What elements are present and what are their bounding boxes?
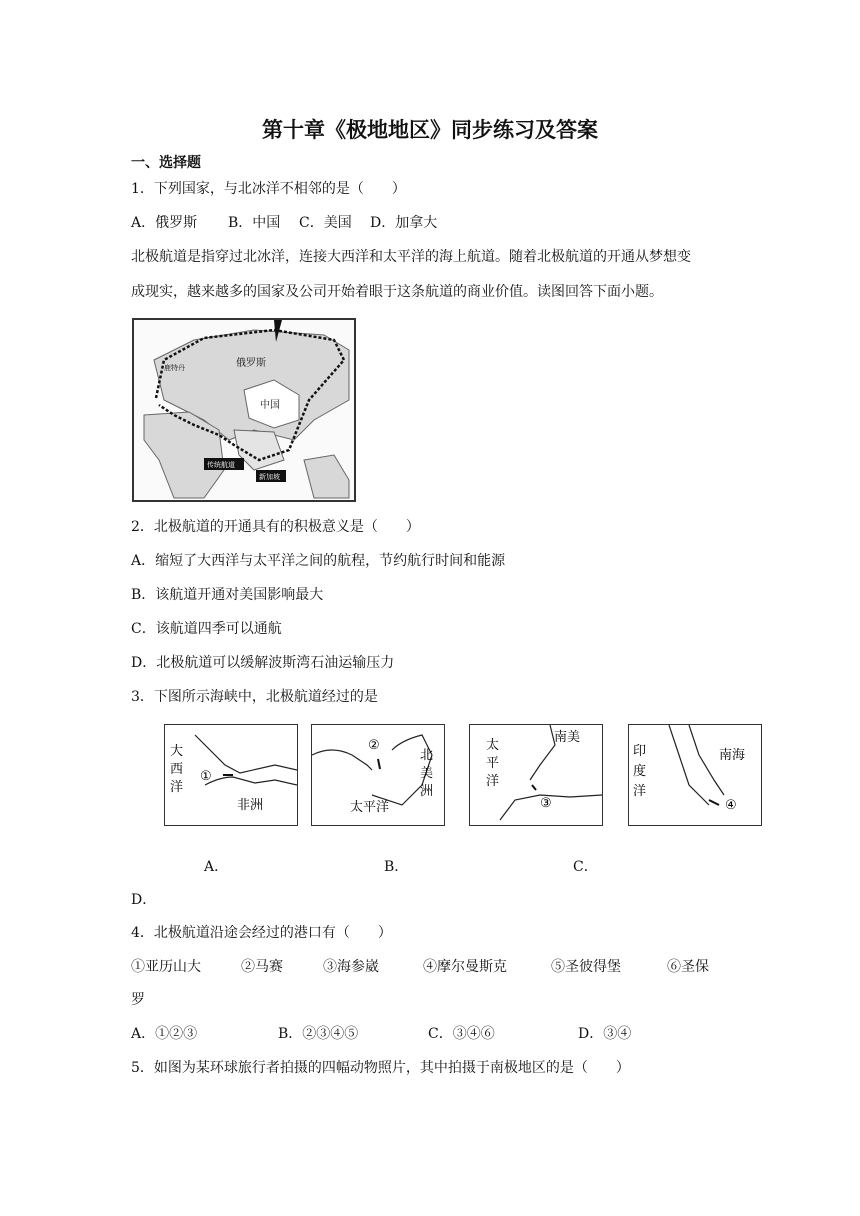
- strait-1-mark: ①: [200, 769, 212, 784]
- arctic-route-map: [132, 318, 356, 502]
- strait-2-land-b: 美: [420, 766, 434, 781]
- strait-4-land: 南海: [719, 748, 746, 763]
- q4-ports: [131, 958, 709, 976]
- strait-1-ocean-a: 大: [170, 744, 184, 759]
- q4-port-1: ①亚历山大: [131, 959, 201, 975]
- q4-stem: 4．北极航道沿途会经过的港口有（ ）: [131, 925, 392, 941]
- strait-1-ocean-c: 洋: [170, 780, 184, 795]
- q1-stem: 1．下列国家，与北冰洋不相邻的是（ ）: [131, 181, 406, 197]
- strait-2-ocean: 太平洋: [350, 800, 390, 815]
- strait-4-ocean-b: 度: [633, 764, 647, 779]
- map-graphic: [134, 320, 354, 500]
- strait-2-land-a: 北: [420, 748, 434, 763]
- strait-3-land: 南美: [554, 730, 581, 745]
- q2-option-c[interactable]: C．该航道四季可以通航: [131, 621, 282, 637]
- strait-map-3-graphic: [470, 725, 602, 825]
- strait-3-ocean-a: 太: [486, 738, 500, 753]
- strait-4-ocean-c: 洋: [633, 784, 647, 799]
- strait-3-mark: ③: [540, 796, 552, 811]
- q4-option-b[interactable]: B．②③④⑤: [278, 1026, 359, 1042]
- page-title: 第十章《极地地区》同步练习及答案: [262, 118, 598, 142]
- section-heading: 一、选择题: [131, 155, 201, 171]
- q3-option-a[interactable]: A．: [204, 859, 229, 875]
- q2-stem: 2．北极航道的开通具有的积极意义是（ ）: [131, 519, 420, 535]
- passage-line-2: 成现实，越来越多的国家及公司开始着眼于这条航道的商业价值。读图回答下面小题。: [131, 284, 663, 300]
- passage-line-1: 北极航道是指穿过北冰洋，连接大西洋和太平洋的海上航道。随着北极航道的开通从梦想变: [131, 249, 691, 265]
- strait-4-mark: ④: [725, 798, 737, 813]
- strait-2-mark: ②: [368, 738, 380, 753]
- map-label-singapore: 新加坡: [259, 473, 280, 481]
- strait-map-2: [311, 724, 445, 826]
- strait-map-4: [628, 724, 762, 826]
- strait-map-3: [469, 724, 603, 826]
- strait-map-4-graphic: [629, 725, 761, 825]
- q4-port-2: ②马赛: [241, 959, 283, 975]
- q4-option-a[interactable]: A．①②③: [131, 1026, 198, 1042]
- map-label-traditional: 传统航道: [207, 461, 235, 469]
- strait-map-2-graphic: [312, 725, 444, 825]
- strait-3-ocean-c: 洋: [486, 774, 500, 789]
- map-label-russia: 俄罗斯: [236, 358, 266, 369]
- strait-1-ocean-b: 西: [170, 762, 184, 777]
- q3-option-d[interactable]: D．: [131, 892, 157, 908]
- q1-option-d[interactable]: D．加拿大: [370, 215, 438, 231]
- q3-option-c[interactable]: C．: [573, 859, 598, 875]
- q4-port-5: ⑤圣彼得堡: [551, 959, 621, 975]
- q1-option-a[interactable]: A．俄罗斯: [131, 215, 198, 231]
- q2-option-b[interactable]: B．该航道开通对美国影响最大: [131, 587, 324, 603]
- strait-map-1: [164, 724, 298, 826]
- strait-3-ocean-b: 平: [486, 756, 500, 771]
- q4-port-6-cont: 罗: [131, 992, 145, 1008]
- q3-option-b[interactable]: B．: [384, 859, 409, 875]
- q4-port-6: ⑥圣保: [667, 959, 709, 975]
- strait-1-land: 非洲: [237, 798, 264, 813]
- q4-port-4: ④摩尔曼斯克: [423, 959, 507, 975]
- map-label-rotterdam: 鹿特丹: [164, 364, 185, 372]
- q2-option-a[interactable]: A．缩短了大西洋与太平洋之间的航程，节约航行时间和能源: [131, 553, 506, 569]
- q1-option-b[interactable]: B．中国: [228, 215, 281, 231]
- q1-option-c[interactable]: C．美国: [299, 215, 352, 231]
- q1-options: [131, 214, 437, 232]
- q2-option-d[interactable]: D．北极航道可以缓解波斯湾石油运输压力: [131, 655, 395, 671]
- q4-option-d[interactable]: D．③④: [578, 1026, 632, 1042]
- q4-port-3: ③海参崴: [323, 959, 379, 975]
- q5-stem: 5．如图为某环球旅行者拍摄的四幅动物照片，其中拍摄于南极地区的是（ ）: [131, 1060, 630, 1076]
- q3-stem: 3．下图所示海峡中，北极航道经过的是: [131, 689, 378, 705]
- q4-options: [131, 1025, 631, 1043]
- strait-2-land-c: 洲: [420, 784, 434, 799]
- map-label-china: 中国: [260, 400, 280, 411]
- strait-4-ocean-a: 印: [633, 744, 647, 759]
- strait-map-1-graphic: [165, 725, 297, 825]
- q4-option-c[interactable]: C．③④⑥: [428, 1026, 495, 1042]
